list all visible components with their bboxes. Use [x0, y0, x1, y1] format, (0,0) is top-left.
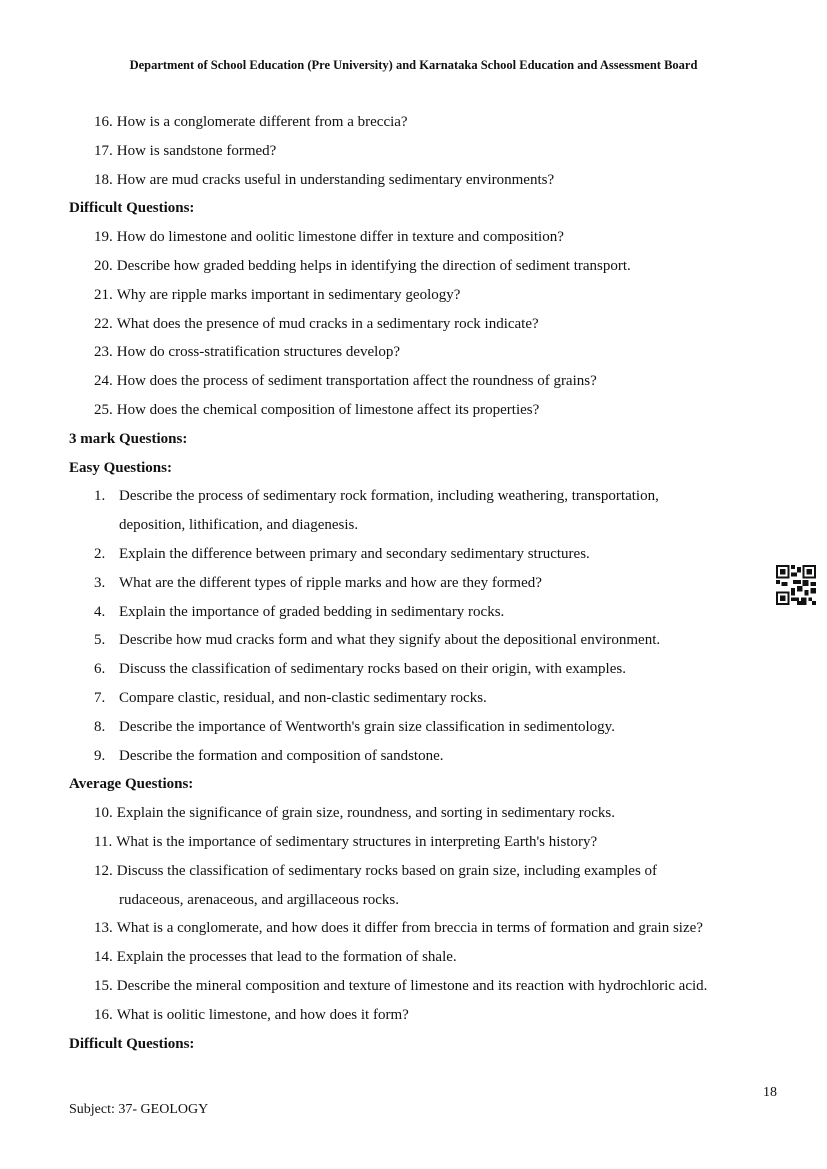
easy-heading: Easy Questions:: [69, 459, 172, 476]
question-item: [69, 137, 789, 166]
question-number: 22.: [94, 315, 113, 332]
question-text: How are mud cracks useful in understanding sedimentary environments?: [116, 171, 555, 188]
qr-code-icon: [776, 565, 816, 605]
easy-questions: [69, 482, 789, 770]
question-text: How does the chemical composition of limestone affect its properties?: [116, 401, 540, 418]
question-text: What is the importance of sedimentary structures in interpreting Earth's history?: [116, 833, 598, 850]
question-item: [69, 742, 789, 771]
question-text: Describe how mud cracks form and what they signify about the depositional environment.: [119, 632, 661, 649]
question-item: [69, 367, 789, 396]
question-text: Discuss the classification of sedimentary rocks based on grain size, including examples of: [116, 862, 658, 879]
question-number: 5.: [94, 632, 106, 649]
question-text: How does the process of sediment transportation affect the roundness of grains?: [116, 373, 597, 390]
question-number: 16.: [94, 114, 113, 130]
question-number: 8.: [94, 718, 106, 735]
footer-subject: Subject: 37- GEOLOGY: [69, 1102, 209, 1117]
question-item: [69, 396, 789, 425]
question-item: [69, 857, 789, 886]
question-number: 16.: [94, 1006, 113, 1023]
question-item: [69, 310, 789, 339]
question-item: [69, 338, 789, 367]
question-number: 21.: [94, 286, 113, 303]
question-item: [69, 828, 789, 857]
question-text: How do limestone and oolitic limestone differ in texture and composition?: [116, 229, 564, 246]
question-text: Describe the formation and composition of sandstone.: [119, 747, 444, 764]
question-text: Explain the difference between primary and secondary sedimentary structures.: [119, 545, 590, 562]
question-list: [69, 108, 789, 1058]
three-mark-heading: 3 mark Questions:: [69, 430, 188, 447]
question-text: Describe the mineral composition and texture of limestone and its reaction with hydrochloric acid.: [116, 977, 708, 994]
question-text: What is oolitic limestone, and how does it form?: [116, 1006, 409, 1023]
difficult-heading-2: Difficult Questions:: [69, 1035, 195, 1052]
page-number: 18: [763, 1085, 777, 1100]
question-number: 13.: [94, 920, 113, 937]
question-text: Explain the importance of graded bedding in sedimentary rocks.: [119, 603, 505, 620]
difficult-heading: Difficult Questions:: [69, 200, 195, 217]
question-item: [69, 799, 789, 828]
question-number: 4.: [94, 603, 106, 620]
question-number: 11.: [94, 833, 113, 850]
question-number: 24.: [94, 373, 113, 390]
question-number: 14.: [94, 949, 113, 966]
question-item: [69, 972, 789, 1001]
question-text: Describe the importance of Wentworth's grain size classification in sedimentology.: [119, 718, 615, 735]
question-text: How is a conglomerate different from a breccia?: [116, 114, 408, 130]
question-text: What does the presence of mud cracks in a sedimentary rock indicate?: [116, 315, 539, 332]
question-item: [69, 655, 789, 684]
question-item: [69, 166, 789, 195]
question-text: What are the different types of ripple marks and how are they formed?: [119, 574, 542, 591]
question-number: 25.: [94, 401, 113, 418]
question-item: [69, 626, 789, 655]
question-number: 23.: [94, 344, 113, 361]
question-number: 12.: [94, 862, 113, 879]
question-item: [69, 943, 789, 972]
question-item: [69, 569, 789, 598]
question-item: [69, 540, 789, 569]
question-text: What is a conglomerate, and how does it differ from breccia in terms of formation and grain size?: [116, 920, 703, 937]
question-item: [69, 684, 789, 713]
prev-questions: [69, 108, 789, 194]
page-header: Department of School Education (Pre University) and Karnataka School Education and Assessment Board: [129, 58, 698, 72]
question-text-continued: deposition, lithification, and diagenesis.: [119, 517, 359, 534]
question-item: [69, 1001, 789, 1030]
difficult-questions: [69, 223, 789, 425]
question-text: Discuss the classification of sedimentary rocks based on their origin, with examples.: [119, 661, 626, 678]
question-item: [69, 252, 789, 281]
question-text-continued: rudaceous, arenaceous, and argillaceous rocks.: [119, 891, 400, 908]
question-text: Compare clastic, residual, and non-clastic sedimentary rocks.: [119, 689, 487, 706]
question-number: 9.: [94, 747, 106, 764]
question-item: [69, 914, 789, 943]
question-number: 18.: [94, 171, 113, 188]
question-number: 7.: [94, 689, 106, 706]
average-questions: [69, 799, 789, 1029]
question-number: 19.: [94, 229, 113, 246]
question-number: 1.: [94, 488, 106, 505]
question-text: How is sandstone formed?: [116, 142, 277, 159]
question-text: Why are ripple marks important in sedimentary geology?: [116, 286, 461, 303]
question-item: [69, 281, 789, 310]
question-item: [69, 108, 789, 137]
question-number: 3.: [94, 574, 106, 591]
question-number: 10.: [94, 805, 113, 822]
question-text: Explain the significance of grain size, roundness, and sorting in sedimentary rocks.: [116, 805, 615, 822]
question-number: 20.: [94, 257, 113, 274]
question-text: Describe the process of sedimentary rock formation, including weathering, transportation,: [119, 488, 659, 505]
question-text: Describe how graded bedding helps in identifying the direction of sediment transport.: [116, 257, 631, 274]
question-item: [69, 713, 789, 742]
question-number: 2.: [94, 545, 106, 562]
question-item: [69, 482, 789, 511]
question-number: 15.: [94, 977, 113, 994]
question-text: Explain the processes that lead to the formation of shale.: [116, 949, 457, 966]
question-item: [69, 598, 789, 627]
question-number: 17.: [94, 142, 113, 159]
question-number: 6.: [94, 661, 106, 678]
question-text: How do cross-stratification structures develop?: [116, 344, 400, 361]
question-item: [69, 223, 789, 252]
average-heading: Average Questions:: [69, 776, 194, 793]
